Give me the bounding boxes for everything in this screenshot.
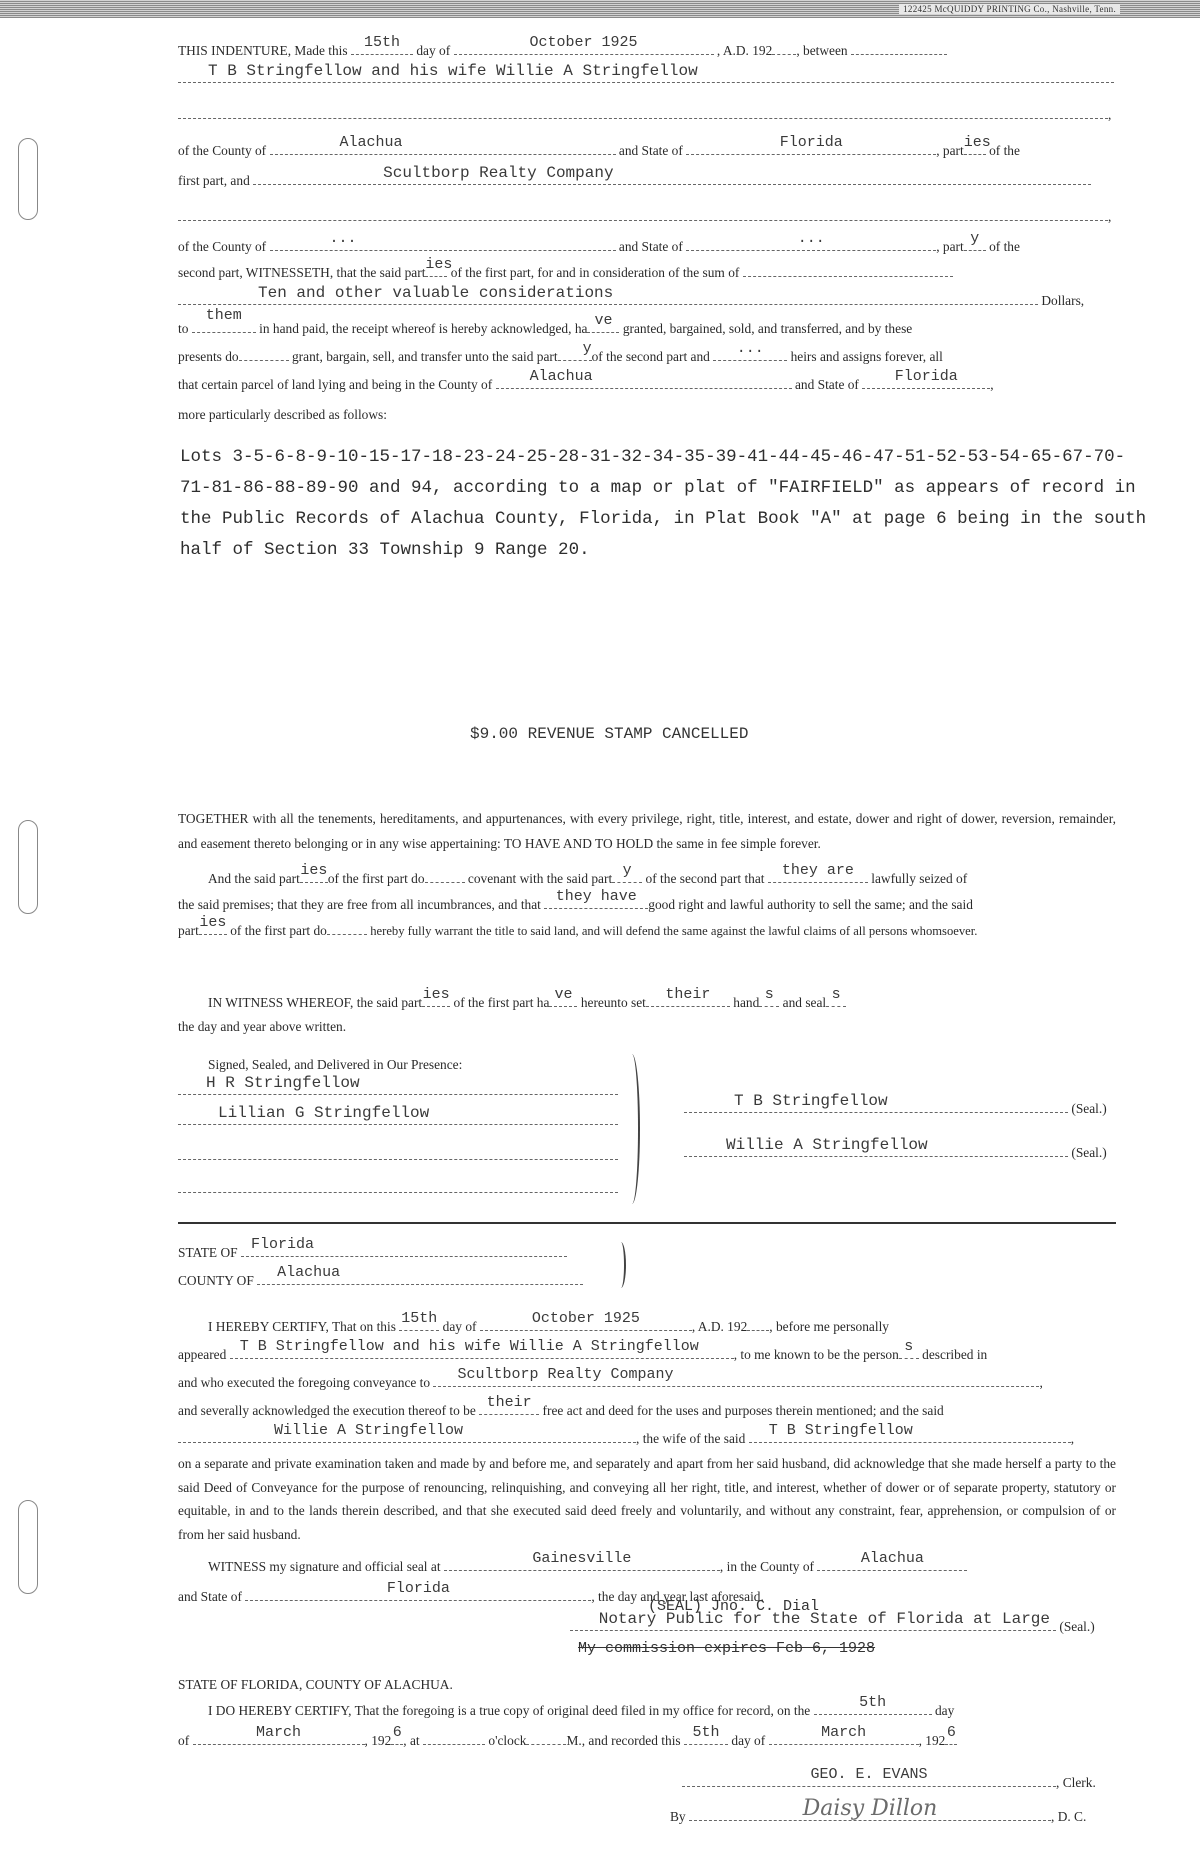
property-description: Lots 3-5-6-8-9-10-15-17-18-23-24-25-28-31-32-34-35-39-41-44-45-46-47-51-52-53-54-65-67-70- 71-81-86-88-89-90 and 94, according to a map or plat of "FAIRFIELD" as appears of record in the Public Records of Alachua County, Florida, in Plat Book "A" at page 6 being in the south half of Section 33 Township 9 Range 20.: [180, 447, 1147, 560]
to-field: [192, 307, 256, 333]
label: IN WITNESS WHEREOF, the said part: [208, 995, 423, 1010]
have-field: [549, 986, 577, 1007]
label: , between: [796, 43, 848, 58]
divider: [178, 1222, 1116, 1224]
month-year-value: October 1925: [529, 34, 638, 51]
wife-field: [178, 1422, 636, 1443]
label: hereunto set: [580, 995, 646, 1010]
have-value: ve: [554, 986, 573, 1003]
party-suffix: [422, 986, 450, 1007]
first-county-line: [178, 134, 1116, 162]
county-value: Alachua: [277, 1264, 341, 1281]
receipt-line: [178, 307, 1116, 340]
s-value: s: [764, 986, 774, 1003]
notary-seal-name: (SEAL) Jno. C. Dial: [648, 1598, 820, 1615]
label: of: [178, 1733, 190, 1748]
day-value: 15th: [363, 34, 400, 51]
label: day of: [442, 1319, 477, 1334]
label: and who executed the foregoing conveyance to: [178, 1375, 431, 1390]
witness-signature-1: [178, 1074, 618, 1102]
label: granted, bargained, sold, and transferred, and by these: [622, 321, 913, 336]
printer-imprint: 122425 McQUIDDY PRINTING Co., Nashville, Tenn.: [899, 4, 1120, 14]
label: good right and lawful authority to sell the same; and the said: [648, 897, 973, 912]
conveyance-value: Scultborp Realty Company: [457, 1366, 674, 1383]
suffix-value: ies: [963, 134, 991, 151]
deputy-signature: Daisy Dillon: [802, 1796, 938, 1821]
grantors-value: T B Stringfellow and his wife Willie A Stringfellow: [208, 62, 698, 80]
suffix-value: y: [970, 230, 980, 247]
label: , before me personally: [769, 1319, 890, 1334]
in-witness-line: [208, 986, 1116, 1014]
revenue-stamp-note: $9.00 REVENUE STAMP CANCELLED: [470, 725, 749, 743]
label: , 192: [364, 1733, 392, 1748]
party-suffix: [199, 914, 227, 935]
label: free act and deed for the uses and purposes therein mentioned; and the said: [542, 1403, 944, 1418]
label: appeared: [178, 1347, 227, 1362]
husband-field: [749, 1422, 1071, 1443]
label: the day and year above written.: [178, 1019, 347, 1034]
state-field: [686, 134, 936, 155]
label: and severally acknowledged the execution thereof to be: [178, 1403, 476, 1418]
wife-line: Willie A Stringfellow , the wife of the said T B Stringfellow ,: [178, 1428, 1116, 1450]
label: hand: [733, 995, 760, 1010]
have-field: [587, 312, 619, 333]
label: Dollars,: [1041, 293, 1085, 308]
parcel-line: that certain parcel of land lying and being in the County of Alachua and State of Florida ,: [178, 368, 994, 392]
label: of the first part do: [327, 871, 425, 886]
state-field: [245, 1580, 591, 1601]
consideration-field: [178, 284, 1038, 305]
label: described in: [922, 1347, 988, 1362]
state-value: Florida: [779, 134, 843, 151]
party-suffix: [300, 862, 328, 883]
signer-value: Willie A Stringfellow: [726, 1136, 928, 1154]
label: grant, bargain, sell, and transfer unto the said part: [291, 349, 558, 364]
state-brace: [616, 1242, 626, 1288]
label: day: [934, 1703, 955, 1718]
s-value: s: [904, 1338, 914, 1355]
s-value: s: [831, 986, 841, 1003]
place-field: [444, 1550, 720, 1571]
label: of the first part ha: [453, 995, 550, 1010]
label: that certain parcel of land lying and being in the County of: [178, 377, 493, 392]
suffix-value: ies: [422, 986, 450, 1003]
party-suffix: [558, 340, 592, 361]
label: , Clerk.: [1056, 1775, 1096, 1790]
state-value: Florida: [386, 1580, 450, 1597]
county-field: [257, 1264, 583, 1285]
have-value: ve: [594, 312, 613, 329]
clerk-value: GEO. E. EVANS: [810, 1766, 928, 1783]
label: and State of: [618, 239, 683, 254]
label: , part: [936, 143, 964, 158]
clerk-line: [682, 1766, 1116, 1794]
recorded-year-value: 6: [946, 1724, 956, 1741]
signature-brace: [624, 1054, 640, 1204]
county-field: [496, 368, 792, 389]
state-field: [862, 368, 990, 389]
blank-line: ,: [178, 104, 1116, 126]
seal-label: (Seal.): [1071, 1101, 1107, 1116]
label: of the County of: [178, 239, 267, 254]
county-value: Alachua: [860, 1550, 924, 1567]
label: and State of: [794, 377, 859, 392]
suffix-value: y: [622, 862, 632, 879]
day-value: 15th: [401, 1310, 438, 1327]
witness-signature-2: [178, 1104, 618, 1132]
binder-hole: [18, 820, 38, 914]
county-value: ...: [329, 230, 357, 247]
wife-value: Willie A Stringfellow: [274, 1422, 464, 1439]
party-suffix: [963, 134, 991, 155]
consideration-line: [178, 284, 1116, 312]
witness-name-value: Lillian G Stringfellow: [218, 1104, 430, 1122]
label: of the first part do: [230, 923, 327, 938]
header-bar: [0, 0, 1200, 18]
notary-title-value: Notary Public for the State of Florida at Large: [598, 1610, 1050, 1628]
state-field: [241, 1236, 567, 1257]
label: the said premises; that they are free from all incumbrances, and that: [178, 897, 541, 912]
certify-line: [208, 1310, 1116, 1338]
s-field: [826, 986, 846, 1007]
their-field: [646, 986, 730, 1007]
heirs-field: [713, 340, 787, 361]
grantee-value: Scultborp Realty Company: [383, 164, 614, 182]
recorded-month-value: March: [821, 1724, 867, 1741]
label: lawfully seized of: [871, 871, 968, 886]
their-value: their: [486, 1394, 532, 1411]
described-line: [178, 404, 1116, 426]
record-year-value: 6: [392, 1724, 402, 1741]
signed-sealed-label: Signed, Sealed, and Delivered in Our Presence:: [208, 1057, 463, 1072]
county-field: [270, 230, 616, 251]
label: presents do: [178, 349, 239, 364]
label: of the: [989, 143, 1020, 158]
record-month-field: [193, 1724, 365, 1745]
recorded-day-value: 5th: [692, 1724, 720, 1741]
their-field: [479, 1394, 539, 1415]
label: , 192: [918, 1733, 946, 1748]
heirs-value: ...: [736, 340, 764, 357]
record-month-value: March: [256, 1724, 302, 1741]
grantor-signature-2: [684, 1136, 1124, 1164]
covenant-line-2: [178, 888, 1116, 916]
covenant-line: [208, 862, 1116, 890]
label: , in the County of: [719, 1559, 815, 1574]
signer-field: [684, 1092, 1068, 1113]
label: , D. C.: [1051, 1809, 1087, 1824]
deputy-clerk-line: [670, 1796, 1116, 1828]
label: and State of: [178, 1589, 242, 1604]
deputy-signature-field: [689, 1796, 1051, 1821]
label: and seal: [782, 995, 827, 1010]
label: , A.D. 192: [691, 1319, 748, 1334]
blank-line: ,: [178, 206, 1116, 228]
county-of-line: [178, 1264, 618, 1292]
label: in hand paid, the receipt whereof is hereby acknowledged, ha: [259, 321, 588, 336]
day-field: [351, 34, 413, 55]
label: WITNESS my signature and official seal at: [208, 1559, 441, 1574]
grantee-field: [253, 164, 1091, 185]
witness-name-field: [178, 1074, 618, 1095]
appeared-line: [178, 1338, 1116, 1366]
appeared-value: T B Stringfellow and his wife Willie A Stringfellow: [239, 1338, 699, 1355]
label: , part: [936, 239, 964, 254]
witness-name-value: H R Stringfellow: [206, 1074, 360, 1092]
party-suffix: [964, 230, 986, 251]
record-day-field: [814, 1694, 932, 1715]
covenant-line-3: [178, 914, 1116, 942]
label: second part, WITNESSETH, that the said part: [178, 265, 426, 280]
recorded-year-field: [945, 1724, 957, 1745]
consideration-value: Ten and other valuable considerations: [258, 284, 614, 302]
label: COUNTY OF: [178, 1273, 254, 1288]
grantor-signature-1: [684, 1092, 1124, 1120]
label: , A.D. 192: [716, 43, 773, 58]
month-value: October 1925: [531, 1310, 640, 1327]
label: M., and recorded this: [566, 1733, 681, 1748]
label: hereby fully warrant the title to said land, and will defend the same against the lawful claims of all persons whomsoever.: [370, 924, 978, 938]
label: , the day and year last aforesaid.: [591, 1589, 764, 1604]
day-field: [399, 1310, 439, 1331]
county-value: Alachua: [339, 134, 403, 151]
s-field: [759, 986, 779, 1007]
label: more particularly described as follows:: [178, 407, 387, 422]
label: to: [178, 321, 189, 336]
label: of the second part that: [645, 871, 765, 886]
record-line-1: [208, 1694, 1116, 1722]
second-county-line: [178, 230, 1116, 258]
label: By: [670, 1809, 686, 1824]
label: of the first part, for and in consideration of the sum of: [450, 265, 740, 280]
label: , the wife of the said: [636, 1431, 746, 1446]
county-field: [817, 1550, 967, 1571]
conveyance-line: and who executed the foregoing conveyance to Scultborp Realty Company ,: [178, 1366, 1043, 1390]
indenture-line: [178, 34, 1116, 62]
record-year-field: [391, 1724, 403, 1745]
their-value: their: [665, 986, 711, 1003]
label: first part, and: [178, 173, 250, 188]
seal-label: (Seal.): [1071, 1145, 1107, 1160]
label: o'clock: [488, 1733, 527, 1748]
state-value: ...: [797, 230, 825, 247]
grantors-line: [178, 62, 1116, 90]
s-field: [899, 1338, 919, 1359]
label: And the said part: [208, 871, 300, 886]
party-suffix: [425, 256, 453, 277]
label: covenant with the said part: [467, 871, 613, 886]
suffix-value: ies: [199, 914, 227, 931]
they-are-field: [768, 862, 868, 883]
month-field: [480, 1310, 692, 1331]
blank-line: [178, 1178, 618, 1200]
appeared-field: [230, 1338, 734, 1359]
clerk-field: [682, 1766, 1056, 1787]
label: , to me known to be the person: [733, 1347, 899, 1362]
acknowledged-line: [178, 1394, 1116, 1422]
they-have-value: they have: [555, 888, 637, 905]
witness-name-field: [178, 1104, 618, 1125]
grantors-field: [178, 62, 1114, 83]
suffix-value: ies: [300, 862, 328, 879]
to-value: them: [205, 307, 242, 324]
label: THIS INDENTURE, Made this: [178, 43, 348, 58]
label: , at: [403, 1733, 420, 1748]
label: of the second part and: [591, 349, 710, 364]
party-suffix: [612, 862, 642, 883]
record-day-value: 5th: [859, 1694, 887, 1711]
month-year-field: [454, 34, 714, 55]
place-value: Gainesville: [532, 1550, 632, 1567]
notary-title-field: [570, 1610, 1056, 1631]
record-heading: STATE OF FLORIDA, COUNTY OF ALACHUA.: [178, 1677, 453, 1692]
record-line-2: [178, 1724, 1116, 1752]
witness-signature-line: [208, 1550, 1116, 1578]
county-value: Alachua: [529, 368, 593, 385]
signer-value: T B Stringfellow: [734, 1092, 888, 1110]
seal-label: (Seal.): [1059, 1619, 1095, 1634]
label: I HEREBY CERTIFY, That on this: [208, 1319, 396, 1334]
notary-title-line: [570, 1610, 1116, 1638]
label: of the: [989, 239, 1020, 254]
together-paragraph: TOGETHER with all the tenements, hereditaments, and appurtenances, with every privilege, right, title, interest, and estate, dower and right of dower, reversion, remainder, and easement thereto belonging or in any wise appertaining: TO HAVE AND TO HOLD the same in fee simple forever.: [178, 811, 1116, 851]
signer-field: [684, 1136, 1068, 1157]
grantee-line: [178, 164, 1116, 192]
label: I DO HEREBY CERTIFY, That the foregoing is a true copy of original deed filed in my office for record, on the: [208, 1703, 811, 1718]
witnesseth-line: [178, 256, 1116, 284]
label: and State of: [618, 143, 683, 158]
commission-expiry: My commission expires Feb 6, 1928: [578, 1640, 876, 1657]
separate-examination-paragraph: on a separate and private examination taken and made by and before me, and separately and apart from her said husband, did acknowledge that she made herself a party to the said Deed of Conveyance for the purpose of renouncing, relinquishing, and conveying all her right, title, and interest, whether of dower or of separate property, statutory or equitable, in and to the lands therein described, and that she executed said deed freely and voluntarily, and without any constraint, fear, apprehension, or compulsion of or from her said husband.: [178, 1456, 1116, 1542]
label: day of: [731, 1733, 766, 1748]
county-field: [270, 134, 616, 155]
label: heirs and assigns forever, all: [790, 349, 943, 364]
blank-line: [178, 1145, 618, 1167]
state-field: [686, 230, 936, 251]
label: STATE OF: [178, 1245, 238, 1260]
suffix-value: ies: [425, 256, 453, 273]
they-are-value: they are: [781, 862, 854, 879]
recorded-month-field: [769, 1724, 919, 1745]
in-witness-line-2: [178, 1016, 1116, 1038]
recorded-day-field: [684, 1724, 728, 1745]
label: of the County of: [178, 143, 267, 158]
binder-hole: [18, 1500, 38, 1594]
state-value: Florida: [250, 1236, 314, 1253]
label: day of: [416, 43, 451, 58]
husband-value: T B Stringfellow: [768, 1422, 913, 1439]
they-have-field: [544, 888, 648, 909]
presents-line: [178, 340, 1116, 368]
state-value: Florida: [894, 368, 958, 385]
label: part: [178, 923, 199, 938]
state-of-line: [178, 1236, 618, 1264]
suffix-value: y: [582, 340, 592, 357]
binder-hole: [18, 138, 38, 220]
